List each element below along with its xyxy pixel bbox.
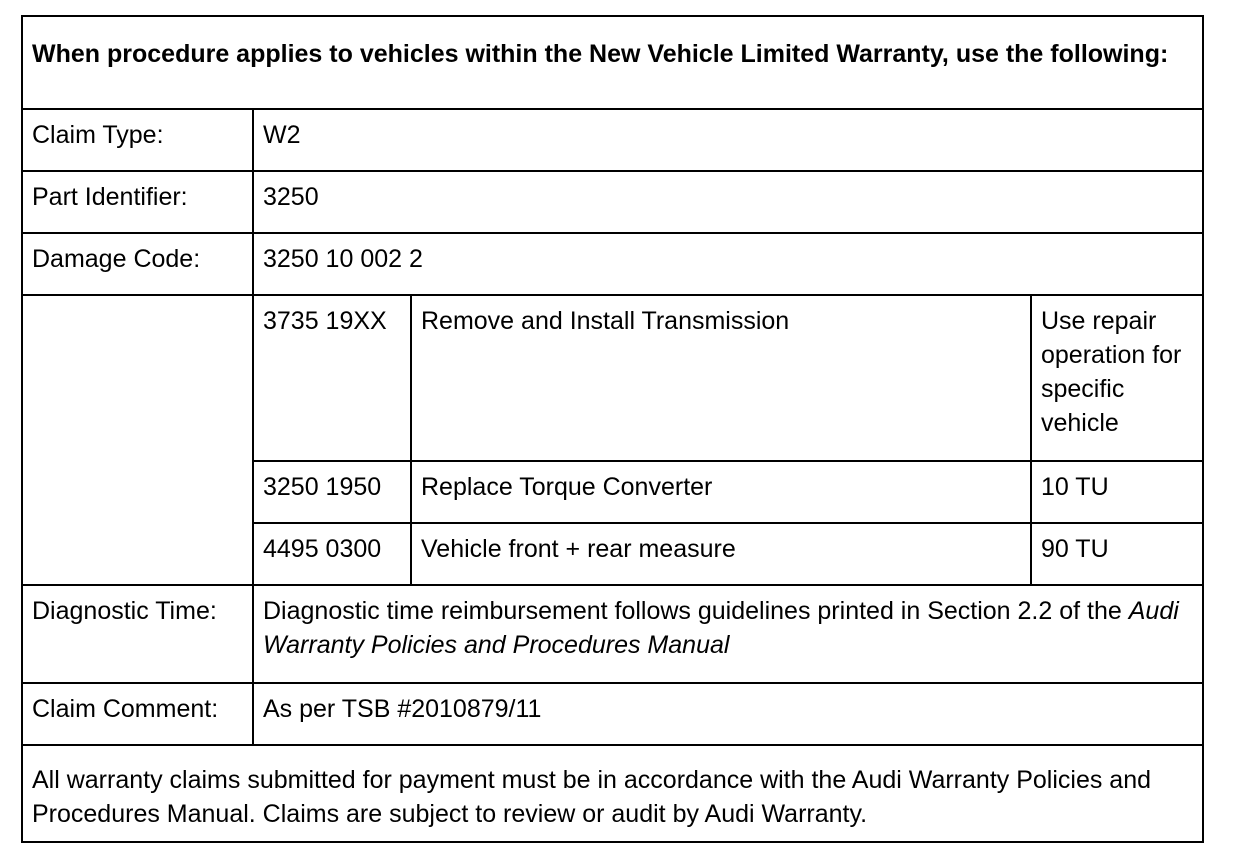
diagnostic-time-value [253, 585, 1203, 683]
operation-description: Remove and Install Transmission [411, 295, 1031, 461]
operations-blank-cell [22, 295, 253, 585]
diagnostic-time-text: Diagnostic time reimbursement follows guidelines printed in Section 2.2 of the [263, 597, 1122, 625]
header-row [22, 16, 1203, 109]
claim-comment-value: As per TSB #2010879/11 [253, 683, 1203, 745]
operation-code: 3250 1950 [253, 461, 411, 523]
claim-type-row [22, 109, 1203, 171]
operation-description: Vehicle front + rear measure [411, 523, 1031, 585]
operation-code: 3735 19XX [253, 295, 411, 461]
damage-code-value: 3250 10 002 2 [253, 233, 1203, 295]
warranty-claim-table [21, 15, 1204, 843]
diagnostic-time-row [22, 585, 1203, 683]
claim-type-label: Claim Type: [22, 109, 253, 171]
operation-time: 10 TU [1031, 461, 1203, 523]
operation-code: 4495 0300 [253, 523, 411, 585]
part-identifier-row [22, 171, 1203, 233]
part-identifier-value: 3250 [253, 171, 1203, 233]
footer-row [22, 745, 1203, 842]
operation-description: Replace Torque Converter [411, 461, 1031, 523]
manual-title: Audi Warranty Policies and Procedures Manual [263, 597, 1179, 659]
claim-comment-label: Claim Comment: [22, 683, 253, 745]
damage-code-label: Damage Code: [22, 233, 253, 295]
operation-time: 90 TU [1031, 523, 1203, 585]
part-identifier-label: Part Identifier: [22, 171, 253, 233]
operation-row [22, 295, 1203, 461]
damage-code-row [22, 233, 1203, 295]
operation-time: Use repair operation for specific vehicle [1031, 295, 1203, 461]
diagnostic-time-label: Diagnostic Time: [22, 585, 253, 683]
claim-comment-row [22, 683, 1203, 745]
claim-type-value: W2 [253, 109, 1203, 171]
header-text: When procedure applies to vehicles within the New Vehicle Limited Warranty, use the following: [22, 16, 1203, 109]
footer-text: All warranty claims submitted for payment must be in accordance with the Audi Warranty Policies and Procedures Manual. Claims are subject to review or audit by Audi Warranty. [22, 745, 1203, 842]
